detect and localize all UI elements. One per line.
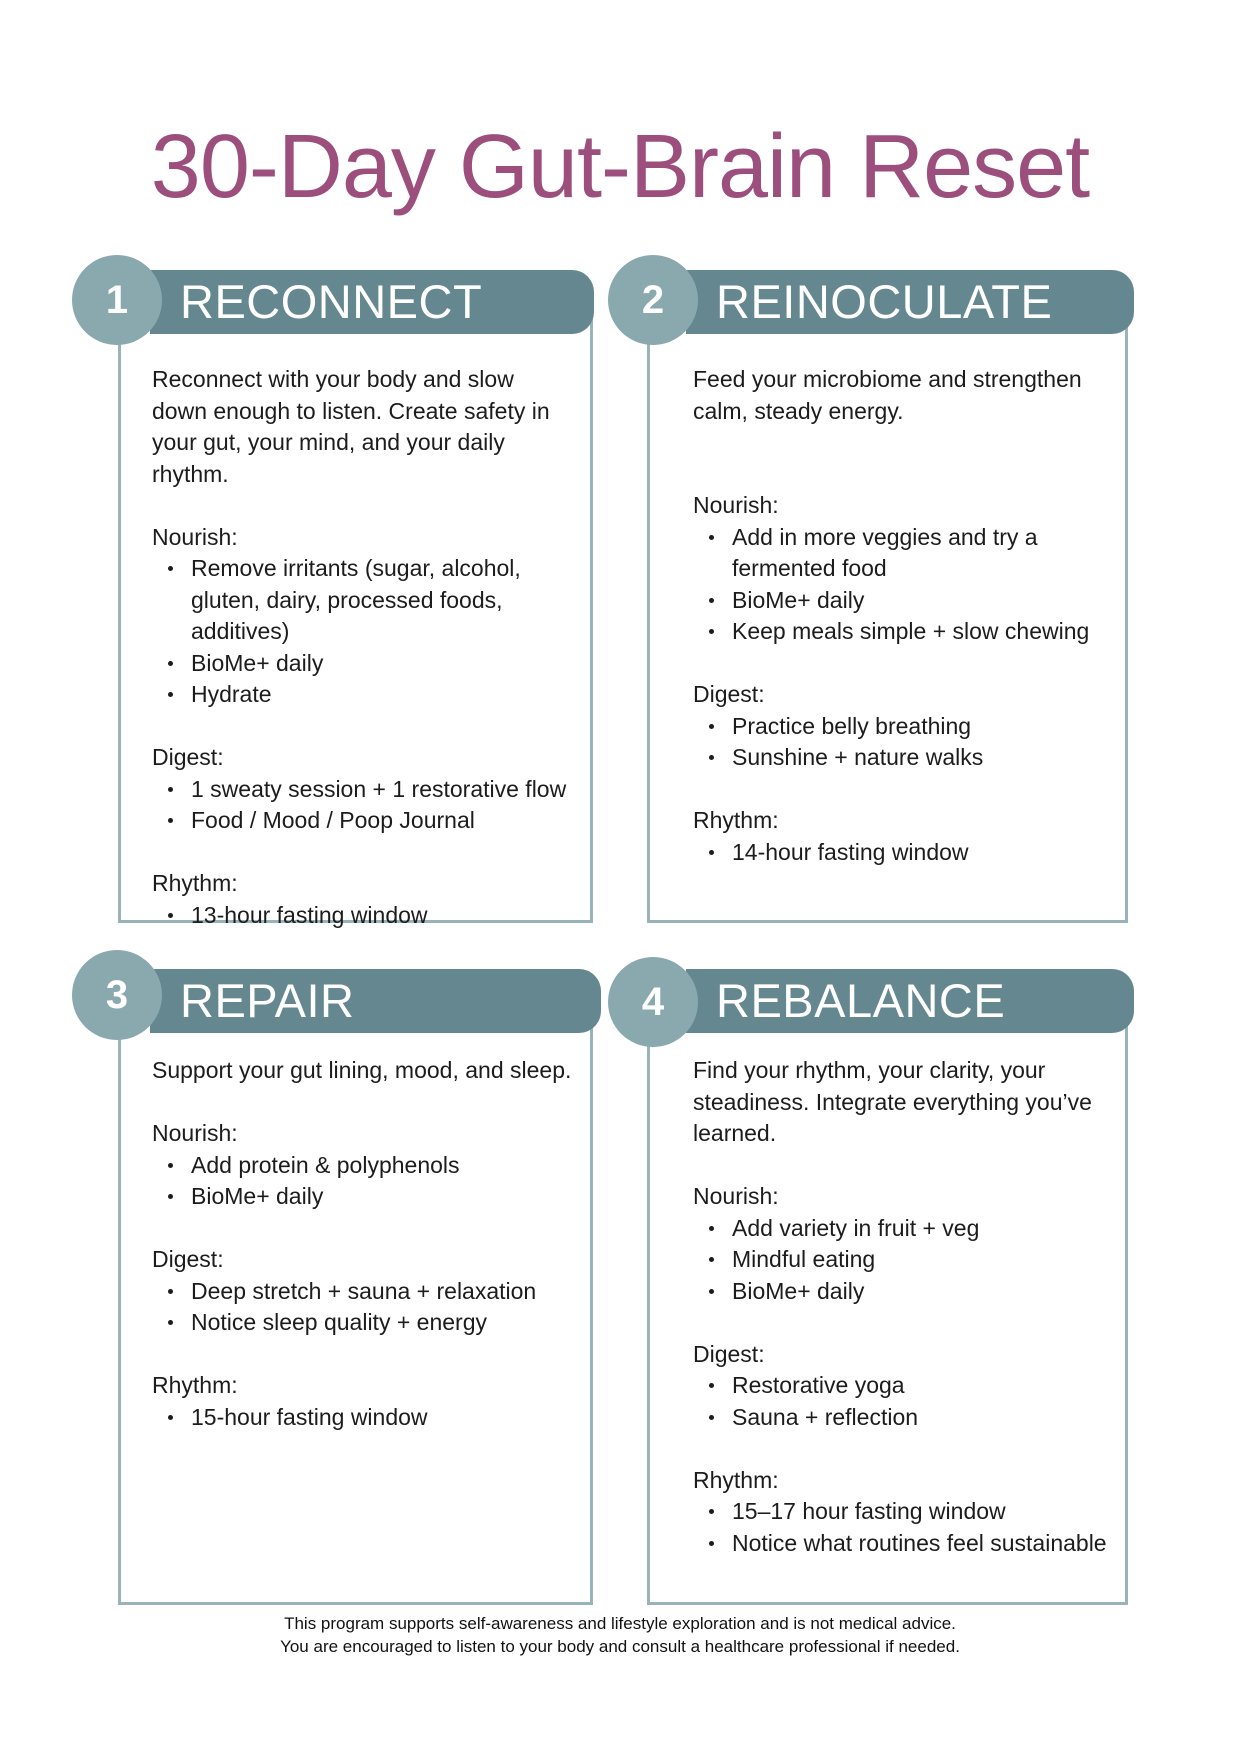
disclaimer-line-1: This program supports self-awareness and lifestyle exploration and is not medical advice. [284,1614,956,1633]
section-label-nourish: Nourish: [152,1120,238,1146]
list-item: Mindful eating [732,1244,1118,1276]
list-item: BioMe+ daily [732,1276,1118,1308]
list-item: BioMe+ daily [191,648,572,680]
list-item: 15-hour fasting window [191,1402,582,1434]
phase-name: REPAIR [180,974,355,1027]
section-label-digest: Digest: [693,1340,765,1367]
phase-name: REINOCULATE [716,275,1053,328]
section-label-rhythm: Rhythm: [152,870,238,896]
section-label-digest: Digest: [152,1246,224,1272]
nourish-list [152,1150,582,1213]
nourish-list [152,553,572,711]
section-label-digest: Digest: [152,744,224,770]
rhythm-list [693,1496,1118,1559]
list-item: 13-hour fasting window [191,900,572,932]
phase-name: REBALANCE [716,974,1006,1027]
list-item: BioMe+ daily [191,1181,582,1213]
digest-list [693,1370,1118,1433]
phase-description: Support your gut lining, mood, and sleep. [152,1057,572,1083]
list-item: Sauna + reflection [732,1402,1118,1434]
rhythm-list [693,837,1108,869]
phase-content-4 [693,1055,1118,1591]
page-title: 30-Day Gut-Brain Reset [150,117,1090,217]
phase-content-3 [152,1055,582,1465]
disclaimer-line-2: You are encouraged to listen to your body and consult a healthcare professional if needed. [280,1637,960,1656]
list-item: Notice what routines feel sustainable [732,1528,1118,1560]
phase-header-1 [150,270,594,334]
phase-content-2 [693,364,1108,900]
section-label-rhythm: Rhythm: [693,807,779,833]
phase-number-badge-2: 2 [608,255,698,345]
phase-number-badge-4: 4 [608,957,698,1047]
rhythm-list [152,900,572,932]
list-item: Add variety in fruit + veg [732,1213,1118,1245]
phase-number-badge-1: 1 [72,255,162,345]
list-item: 14-hour fasting window [732,837,1108,869]
section-label-nourish: Nourish: [693,492,779,518]
list-item: 1 sweaty session + 1 restorative flow [191,774,572,806]
list-item: Hydrate [191,679,572,711]
phase-header-3 [150,969,601,1033]
list-item: Sunshine + nature walks [732,742,1108,774]
nourish-list [693,522,1108,648]
phase-description: Find your rhythm, your clarity, your steadiness. Integrate everything you’ve learned. [693,1057,1092,1146]
list-item: Deep stretch + sauna + relaxation [191,1276,582,1308]
list-item: Add in more veggies and try a fermented food [732,522,1108,585]
section-label-nourish: Nourish: [152,523,238,550]
phase-name: RECONNECT [180,275,483,328]
section-label-nourish: Nourish: [693,1183,779,1209]
phase-content-1 [152,364,572,963]
list-item: 15–17 hour fasting window [732,1496,1118,1528]
section-label-rhythm: Rhythm: [152,1372,238,1398]
digest-list [152,774,572,837]
phase-description: Reconnect with your body and slow down enough to listen. Create safety in your gut, your mind, and your daily rhythm. [152,366,550,487]
list-item: BioMe+ daily [732,585,1108,617]
phase-number-badge-3: 3 [72,950,162,1040]
phase-header-4 [686,969,1134,1033]
phase-description: Feed your microbiome and strengthen calm, steady energy. [693,366,1082,424]
disclaimer-footer [0,1612,1240,1658]
list-item: Notice sleep quality + energy [191,1307,582,1339]
list-item: Restorative yoga [732,1370,1118,1402]
list-item: Add protein & polyphenols [191,1150,582,1182]
section-label-digest: Digest: [693,681,765,707]
phase-header-2 [686,270,1134,334]
list-item: Keep meals simple + slow chewing [732,616,1108,648]
digest-list [693,711,1108,774]
nourish-list [693,1213,1118,1308]
rhythm-list [152,1402,582,1434]
digest-list [152,1276,582,1339]
list-item: Food / Mood / Poop Journal [191,805,572,837]
section-label-rhythm: Rhythm: [693,1466,779,1493]
list-item: Remove irritants (sugar, alcohol, gluten, dairy, processed foods, additives) [191,553,572,648]
list-item: Practice belly breathing [732,711,1108,743]
